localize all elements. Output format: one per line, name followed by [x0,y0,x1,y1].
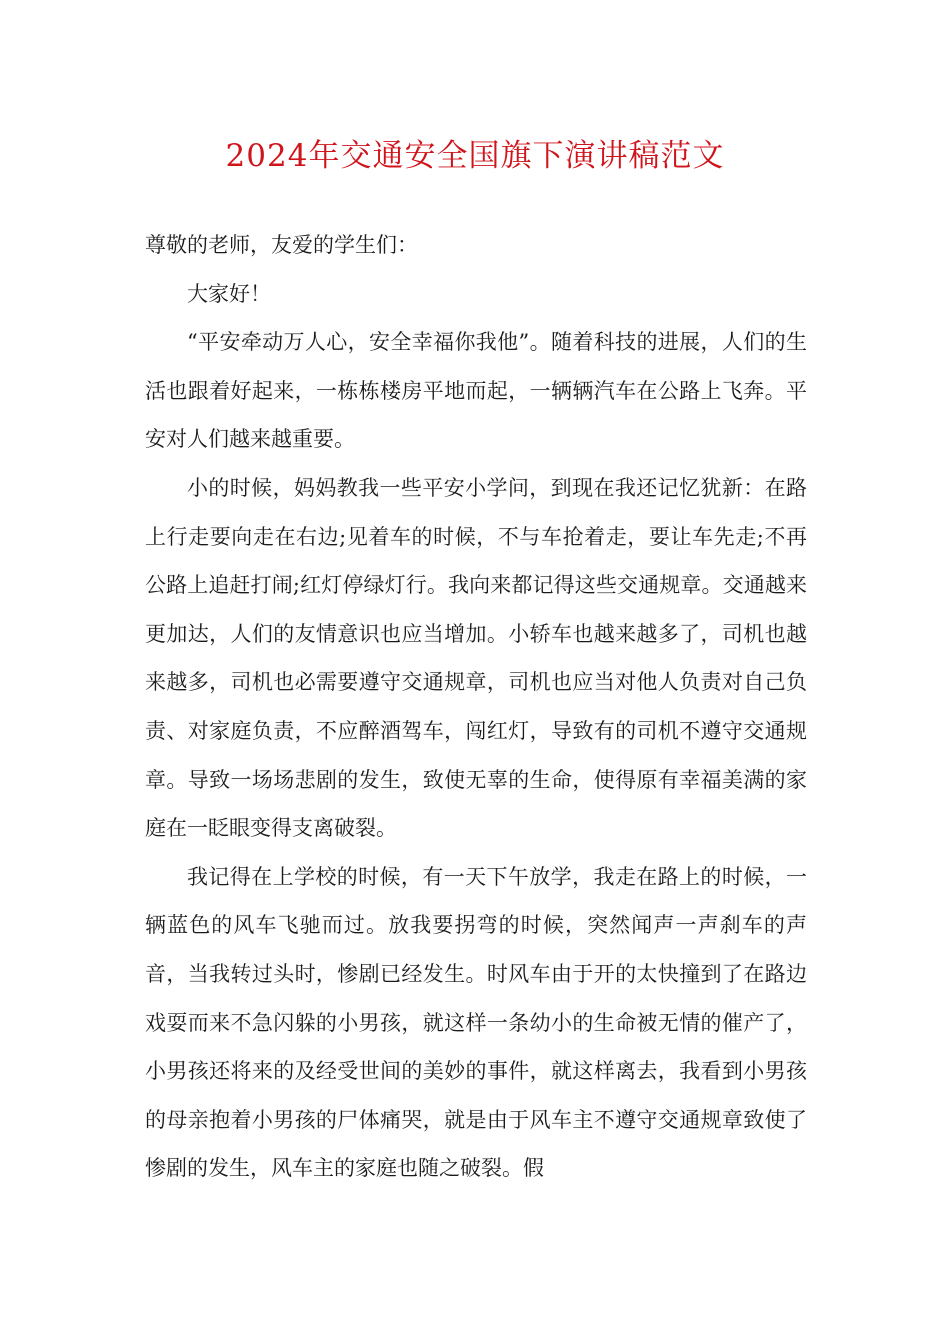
paragraph-childhood: 小的时候，妈妈教我一些平安小学问，到现在我还记忆犹新：在路上行走要向走在右边;见着车的时候，不与车抢着走，要让车先走;不再公路上追赶打闹;红灯停绿灯行。我向来都记得这些交通规章。交通越来更加达，人们的友情意识也应当增加。小轿车也越来越多了，司机也越来越多，司机也必需要遵守交通规章，司机也应当对他人负责对自己负责、对家庭负责，不应醉酒驾车，闯红灯，导致有的司机不遵守交通规章。导致一场场悲剧的发生，致使无辜的生命，使得原有幸福美满的家庭在一眨眼变得支离破裂。 [145,475,807,841]
document-title: 2024年交通安全国旗下演讲稿范文 [225,138,725,174]
paragraph-greeting: 大家好！ [187,281,271,306]
paragraph-accident: 我记得在上学校的时候，有一天下午放学，我走在路上的时候，一辆蓝色的风车飞驰而过。放我要拐弯的时候，突然闻声一声刹车的声音，当我转过头时，惨剧已经发生。时风车由于开的太快撞到了在路边戏耍而来不急闪躲的小男孩，就这样一条幼小的生命被无情的催产了，小男孩还将来的及经受世间的美妙的事件，就这样离去，我看到小男孩的母亲抱着小男孩的尸体痛哭，就是由于风车主不遵守交通规章致使了惨剧的发生，风车主的家庭也随之破裂。假 [145,864,807,1181]
document-body [145,221,807,1193]
paragraph-intro: “平安牵动万人心，安全幸福你我他”。随着科技的进展，人们的生活也跟着好起来，一栋栋楼房平地而起，一辆辆汽车在公路上飞奔。平安对人们越来越重要。 [145,330,807,452]
salutation: 尊敬的老师，友爱的学生们： [145,233,418,257]
